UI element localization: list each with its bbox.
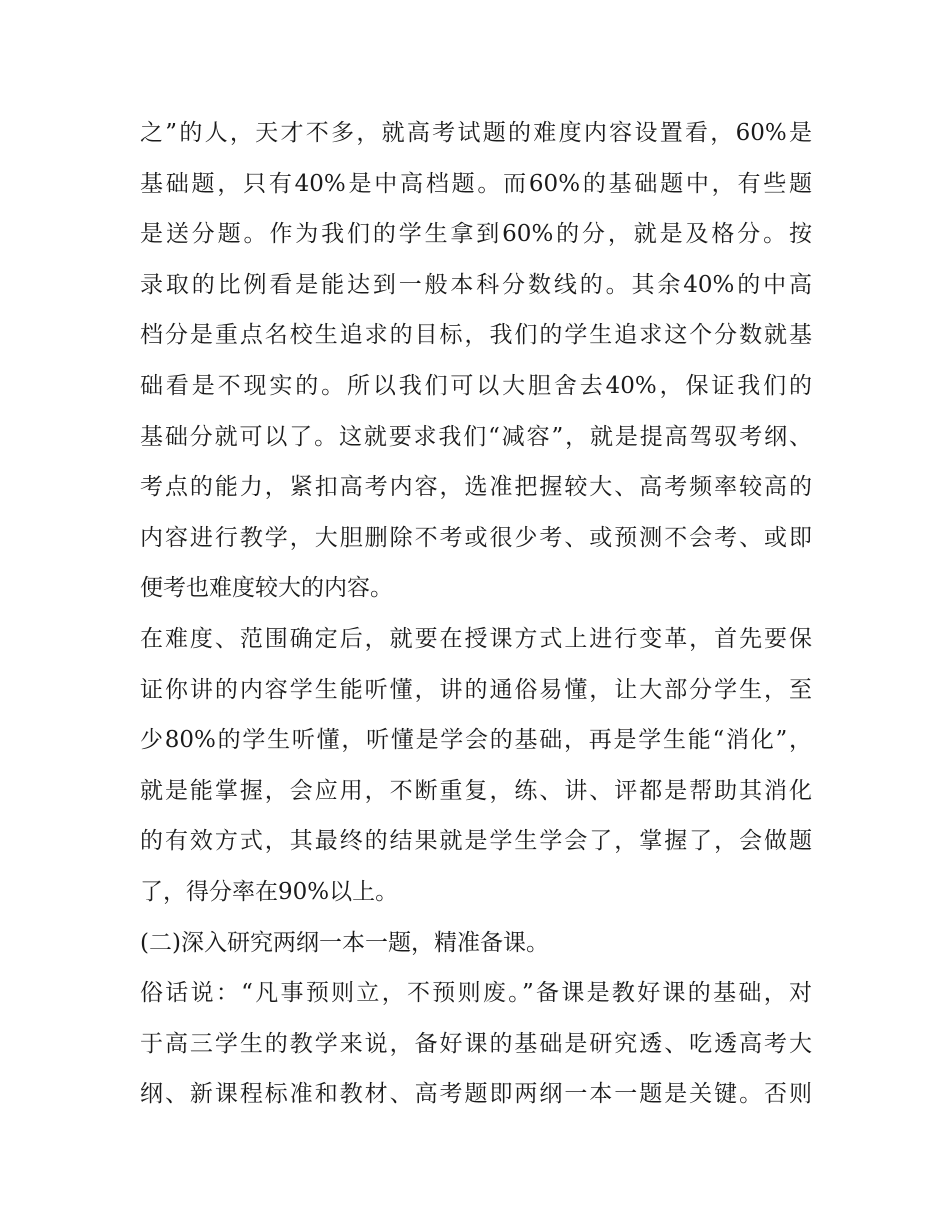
text-line: 之”的人，天才不多，就高考试题的难度内容设置看，60%是 (140, 120, 812, 146)
text-line: 了，得分率在90%以上。 (140, 878, 399, 905)
paragraph-1 (140, 108, 812, 614)
text-line: 基础题，只有40%是中高档题。而60%的基础题中，有些题 (140, 170, 812, 197)
text-line: 基础分就可以了。这就要求我们“减容”，就是提高驾驭考纲、 (140, 423, 812, 450)
paragraph-2 (140, 614, 812, 918)
text-line: 的有效方式，其最终的结果就是学生学会了，掌握了，会做题 (140, 828, 812, 855)
text-line: 便考也难度较大的内容。 (140, 575, 393, 602)
heading-line: (二)深入研究两纲一本一题，精准备课。 (140, 929, 549, 956)
text-line: 录取的比例看是能达到一般本科分数线的。其余40%的中高 (140, 271, 812, 298)
document-body (140, 108, 812, 1120)
text-line: 就是能掌握，会应用，不断重复，练、讲、评都是帮助其消化 (140, 777, 812, 804)
text-line: 于高三学生的教学来说，备好课的基础是研究透、吃透高考大 (140, 1030, 812, 1057)
text-line: 础看是不现实的。所以我们可以大胆舍去40%，保证我们的 (140, 372, 812, 399)
paragraph-3 (140, 968, 812, 1120)
text-line: 证你讲的内容学生能听懂，讲的通俗易懂，让大部分学生，至 (140, 676, 812, 703)
text-line: 纲、新课程标准和教材、高考题即两纲一本一题是关键。否则 (140, 1081, 812, 1108)
text-line: 是送分题。作为我们的学生拿到60%的分，就是及格分。按 (140, 221, 812, 248)
text-line: 俗话说：“凡事预则立，不预则废。”备课是教好课的基础，对 (140, 980, 812, 1007)
text-line: 在难度、范围确定后，就要在授课方式上进行变革，首先要保 (140, 625, 812, 652)
text-line: 档分是重点名校生追求的目标，我们的学生追求这个分数就基 (140, 322, 812, 349)
text-line: 少80%的学生听懂，听懂是学会的基础，再是学生能“消化”， (140, 727, 812, 754)
text-line: 内容进行教学，大胆删除不考或很少考、或预测不会考、或即 (140, 524, 812, 551)
text-line: 考点的能力，紧扣高考内容，选准把握较大、高考频率较高的 (140, 474, 812, 501)
section-heading (140, 918, 812, 969)
